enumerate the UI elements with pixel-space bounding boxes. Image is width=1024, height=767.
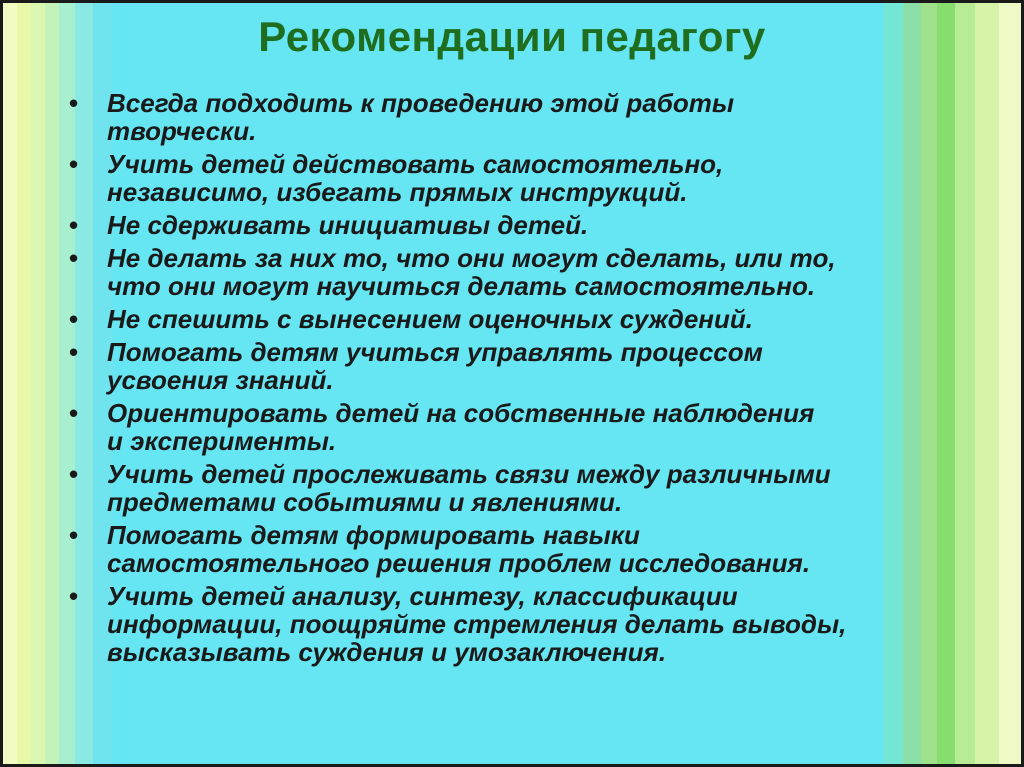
list-item-text: Учить детей анализу, синтезу, классификации информации, поощряйте стремления делать выводы, высказывать суждения и умозаключения. xyxy=(107,581,847,667)
recommendation-list xyxy=(65,89,1005,671)
bullet-icon: • xyxy=(69,243,79,273)
list-item xyxy=(65,211,1005,239)
bullet-icon: • xyxy=(69,459,79,489)
list-item xyxy=(65,150,1005,206)
list-item xyxy=(65,460,1005,516)
list-item-text: Учить детей действовать самостоятельно, независимо, избегать прямых инструкций. xyxy=(107,149,724,207)
bullet-icon: • xyxy=(69,149,79,179)
list-item-text: Не сдерживать инициативы детей. xyxy=(107,210,589,240)
list-item xyxy=(65,399,1005,455)
list-item-text: Ориентировать детей на собственные наблюдения и эксперименты. xyxy=(107,398,815,456)
list-item-text: Всегда подходить к проведению этой работы творчески. xyxy=(107,88,735,146)
list-item xyxy=(65,338,1005,394)
list-item-text: Помогать детям учиться управлять процессом усвоения знаний. xyxy=(107,337,763,395)
bullet-icon: • xyxy=(69,520,79,550)
list-item-text: Помогать детям формировать навыки самостоятельного решения проблем исследования. xyxy=(107,520,811,578)
slide-title: Рекомендации педагогу xyxy=(258,13,766,60)
bullet-icon: • xyxy=(69,581,79,611)
list-item-text: Не делать за них то, что они могут сделать, или то, что они могут научиться делать самостоятельно. xyxy=(107,243,836,301)
list-item xyxy=(65,582,1005,666)
bullet-icon: • xyxy=(69,210,79,240)
list-item xyxy=(65,521,1005,577)
list-item-text: Не спешить с вынесением оценочных суждений. xyxy=(107,304,753,334)
bullet-icon: • xyxy=(69,88,79,118)
bullet-icon: • xyxy=(69,304,79,334)
list-item xyxy=(65,244,1005,300)
list-item-text: Учить детей прослеживать связи между различными предметами событиями и явлениями. xyxy=(107,459,831,517)
bullet-icon: • xyxy=(69,398,79,428)
bullet-icon: • xyxy=(69,337,79,367)
list-item xyxy=(65,89,1005,145)
list-item xyxy=(65,305,1005,333)
